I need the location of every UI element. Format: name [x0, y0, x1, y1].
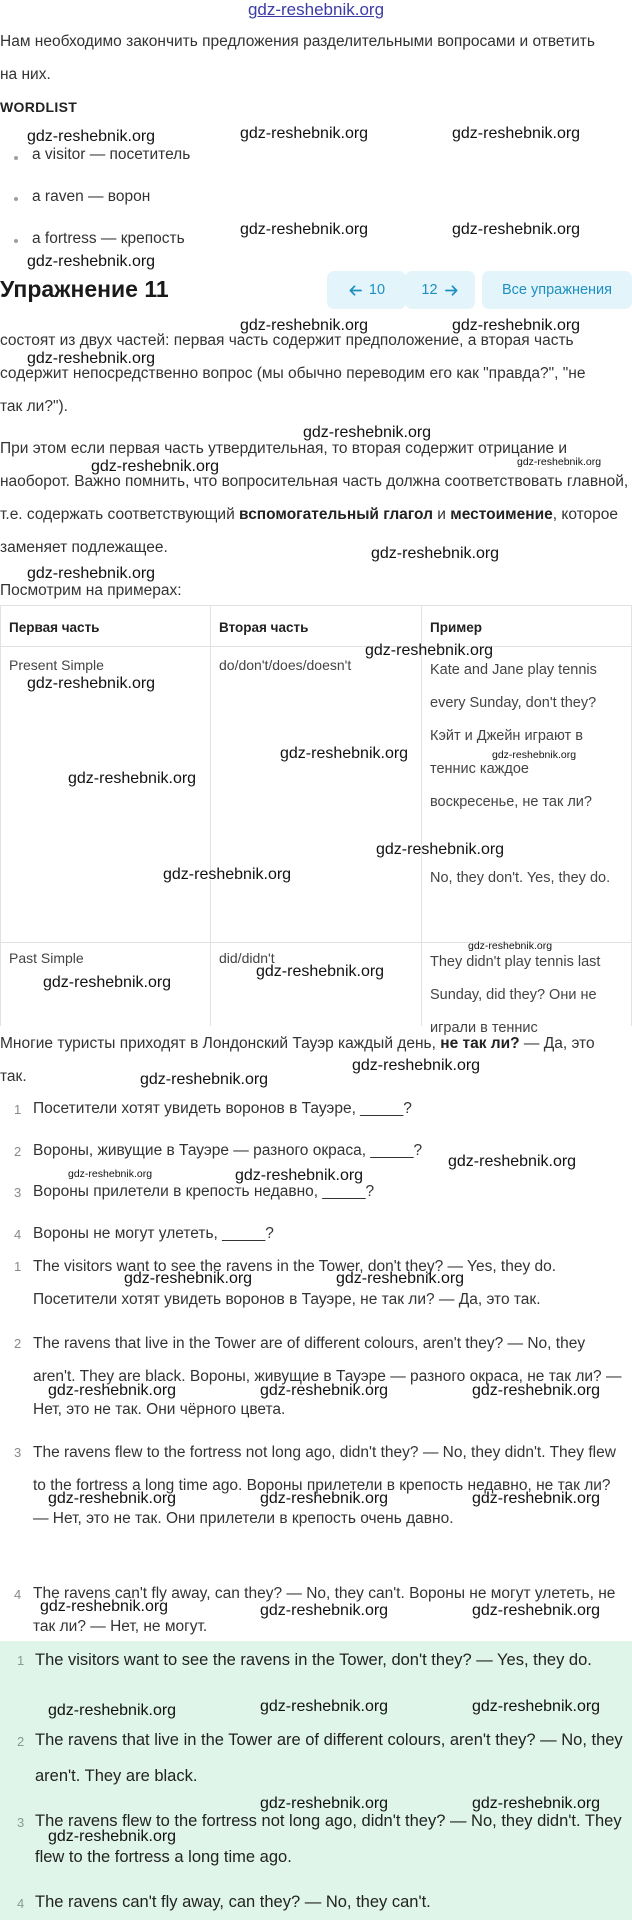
watermark: gdz-reshebnik.org: [365, 642, 494, 659]
theory-text: При этом если первая часть утвердительная, то вторая содержит отрицание и наоборот. Важно помнить, что вопросительная часть должна соответствовать главной, т.е. содержать соответствующий: [0, 440, 629, 523]
all-exercises-label: Все упражнения: [502, 282, 612, 298]
watermark: gdz-reshebnik.org: [260, 1490, 389, 1507]
bullet-icon: [14, 197, 18, 201]
watermark: gdz-reshebnik.org: [27, 128, 156, 145]
watermark: gdz-reshebnik.org: [40, 1598, 169, 1615]
task-text-part: Многие туристы приходят в Лондонский Тауэр каждый день,: [0, 1035, 441, 1052]
theory-paragraph-3: Посмотрим на примерах:: [0, 582, 182, 599]
list-number: 3: [17, 1815, 25, 1830]
watermark: gdz-reshebnik.org: [376, 841, 505, 858]
table-cell: No, they don't. Yes, they do.: [430, 870, 611, 886]
list-number: 2: [14, 1144, 22, 1159]
answer-item: The ravens that live in the Tower are of different colours, aren't they? — No, they aren't. They are black. Вороны, живущие в Тауэре — разного окраса, не так ли? — Нет, это не так. Они чёрного цвета.: [33, 1335, 622, 1418]
list-number: 1: [14, 1259, 22, 1274]
watermark: gdz-reshebnik.org: [27, 675, 156, 692]
table-cell: do/don't/does/doesn't: [219, 657, 352, 673]
task-item: Вороны прилетели в крепость недавно, _____?: [33, 1183, 375, 1200]
prev-exercise-button[interactable]: [327, 271, 406, 309]
arrow-left-icon: [348, 283, 363, 298]
watermark: gdz-reshebnik.org: [48, 1490, 177, 1507]
watermark: gdz-reshebnik.org: [68, 1168, 153, 1180]
table-header: Вторая часть: [219, 620, 309, 635]
watermark: gdz-reshebnik.org: [240, 317, 369, 334]
intro-text: Нам необходимо закончить предложения разделительными вопросами и ответить на них.: [0, 33, 595, 83]
list-number: 2: [14, 1336, 22, 1351]
watermark: gdz-reshebnik.org: [43, 974, 172, 991]
task-text-part: — Да, это так.: [0, 1035, 595, 1085]
watermark: gdz-reshebnik.org: [140, 1071, 269, 1088]
watermark: gdz-reshebnik.org: [472, 1382, 601, 1399]
list-number: 4: [17, 1896, 25, 1911]
list-number: 4: [14, 1587, 22, 1602]
task-item: Вороны, живущие в Тауэре — разного окраса, _____?: [33, 1142, 423, 1159]
watermark: gdz-reshebnik.org: [68, 770, 197, 787]
bullet-icon: [14, 239, 18, 243]
wordlist-item: a raven — ворон: [32, 188, 151, 205]
watermark: gdz-reshebnik.org: [27, 253, 156, 270]
task-text: [0, 1027, 625, 1093]
watermark: gdz-reshebnik.org: [452, 125, 581, 142]
watermark: gdz-reshebnik.org: [452, 221, 581, 238]
watermark: gdz-reshebnik.org: [371, 545, 500, 562]
watermark: gdz-reshebnik.org: [48, 1702, 177, 1719]
watermark: gdz-reshebnik.org: [91, 458, 220, 475]
task-item: Посетители хотят увидеть воронов в Тауэре, _____?: [33, 1100, 412, 1117]
next-exercise-button[interactable]: [405, 271, 475, 309]
site-link[interactable]: gdz-reshebnik.org: [247, 0, 385, 19]
list-number: 2: [17, 1734, 25, 1749]
wordlist-title: WORDLIST: [0, 99, 78, 115]
wordlist-item: a visitor — посетитель: [32, 146, 191, 163]
all-exercises-button[interactable]: [482, 271, 632, 309]
watermark: gdz-reshebnik.org: [452, 317, 581, 334]
answer-item: The ravens can't fly away, can they? — No, they can't. Вороны не могут улететь, не так ли? — Нет, не могут.: [33, 1585, 616, 1635]
table-cell: Present Simple: [9, 657, 104, 673]
theory-bold-verb: вспомогательный глагол: [239, 506, 433, 523]
watermark: gdz-reshebnik.org: [235, 1167, 364, 1184]
table-cell: Kate and Jane play tennis every Sunday, don't they? Кэйт и Джейн играют в теннис каждое воскресенье, не так ли?: [430, 662, 597, 810]
theory-bold-pronoun: местоимение: [450, 506, 553, 523]
watermark: gdz-reshebnik.org: [492, 749, 577, 761]
arrow-right-icon: [444, 283, 459, 298]
table-cell: They didn't play tennis last Sunday, did they? Они не играли в теннис: [430, 954, 601, 1036]
final-answer-item: The ravens flew to the fortress not long ago, didn't they? — No, they didn't. They flew to the fortress a long time ago.: [35, 1812, 622, 1866]
task-text-bold: не так ли?: [440, 1035, 520, 1052]
theory-paragraph-1: состоят из двух частей: первая часть содержит предположение, а вторая часть содержит непосредственно вопрос (мы обычно переводим его как "правда?", "не так ли?").: [0, 332, 586, 415]
final-answer-item: The ravens that live in the Tower are of different colours, aren't they? — No, they aren't. They are black.: [35, 1731, 623, 1785]
answer-item: The visitors want to see the ravens in the Tower, don't they? — Yes, they do. Посетители хотят увидеть воронов в Тауэре, не так ли? — Да, это так.: [33, 1258, 557, 1308]
list-number: 3: [14, 1185, 22, 1200]
watermark: gdz-reshebnik.org: [260, 1698, 389, 1715]
wordlist-item: a fortress — крепость: [32, 230, 185, 247]
table-header: Первая часть: [9, 620, 100, 635]
watermark: gdz-reshebnik.org: [48, 1382, 177, 1399]
list-number: 3: [14, 1445, 22, 1460]
final-answer-item: The visitors want to see the ravens in the Tower, don't they? — Yes, they do.: [35, 1651, 592, 1669]
watermark: gdz-reshebnik.org: [256, 963, 385, 980]
watermark: gdz-reshebnik.org: [448, 1153, 577, 1170]
watermark: gdz-reshebnik.org: [517, 456, 602, 468]
list-number: 4: [14, 1227, 22, 1242]
watermark: gdz-reshebnik.org: [280, 745, 409, 762]
watermark: gdz-reshebnik.org: [260, 1382, 389, 1399]
watermark: gdz-reshebnik.org: [240, 125, 369, 142]
exercise-title: Упражнение 11: [0, 276, 169, 302]
watermark: gdz-reshebnik.org: [260, 1795, 389, 1812]
table-header: Пример: [430, 620, 482, 635]
watermark: gdz-reshebnik.org: [48, 1828, 177, 1845]
watermark: gdz-reshebnik.org: [124, 1270, 253, 1287]
watermark: gdz-reshebnik.org: [472, 1795, 601, 1812]
watermark: gdz-reshebnik.org: [472, 1490, 601, 1507]
final-answer-item: The ravens can't fly away, can they? — No, they can't.: [35, 1893, 431, 1911]
watermark: gdz-reshebnik.org: [472, 1602, 601, 1619]
watermark: gdz-reshebnik.org: [240, 221, 369, 238]
bullet-icon: [14, 156, 18, 160]
watermark: gdz-reshebnik.org: [472, 1698, 601, 1715]
watermark: gdz-reshebnik.org: [260, 1602, 389, 1619]
answer-item: The ravens flew to the fortress not long ago, didn't they? — No, they didn't. They flew to the fortress a long time ago. Вороны прилетели в крепость недавно, не так ли? — Нет, это не так. Они прилетели в крепость очень давно.: [33, 1444, 616, 1527]
watermark: gdz-reshebnik.org: [352, 1057, 481, 1074]
theory-text: , которое заменяет подлежащее.: [0, 506, 619, 556]
watermark: gdz-reshebnik.org: [303, 424, 432, 441]
watermark: gdz-reshebnik.org: [336, 1270, 465, 1287]
table-cell: Past Simple: [9, 950, 84, 966]
watermark: gdz-reshebnik.org: [27, 350, 156, 367]
list-number: 1: [17, 1653, 25, 1668]
table-cell: did/didn't: [219, 950, 275, 966]
theory-paragraph-2: [0, 432, 630, 564]
list-number: 1: [14, 1102, 22, 1117]
watermark: gdz-reshebnik.org: [468, 940, 553, 952]
watermark: gdz-reshebnik.org: [163, 866, 292, 883]
task-item: Вороны не могут улететь, _____?: [33, 1225, 274, 1242]
watermark: gdz-reshebnik.org: [27, 565, 156, 582]
theory-text: и: [432, 506, 451, 523]
next-exercise-label: 12: [421, 282, 438, 298]
prev-exercise-label: 10: [368, 282, 386, 298]
